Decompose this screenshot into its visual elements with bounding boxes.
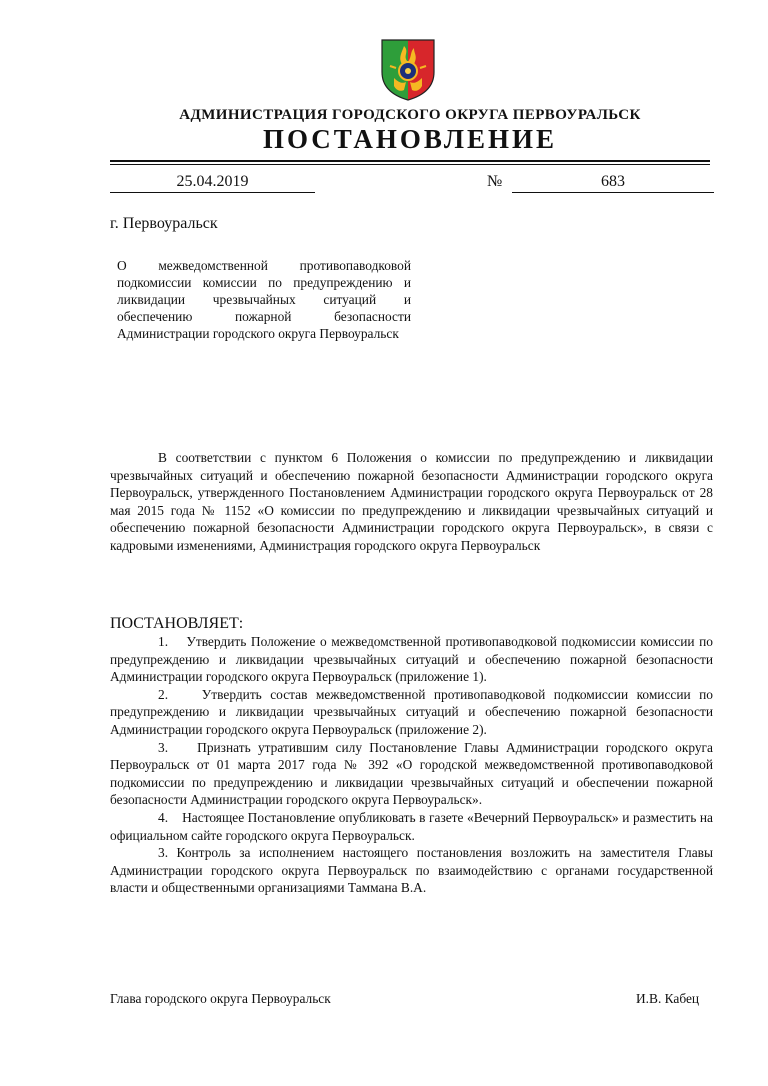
city-name: г. Первоуральск — [110, 215, 218, 232]
coat-of-arms-icon — [380, 38, 436, 102]
number-sign: № — [487, 173, 503, 190]
header-divider-thick — [110, 160, 710, 162]
document-subject: О межведомственной противопаводковой подкомиссии комиссии по предупреждению и ликвидации чрезвычайных ситуаций и обеспечению пожарной безопасности Администрации городского округа Первоуральск — [117, 258, 411, 341]
decree-heading: ПОСТАНОВЛЯЕТ: — [110, 615, 244, 632]
decree-item: 1. Утвердить Положение о межведомственной противопаводковой подкомиссии комиссии по предупреждению и ликвидации чрезвычайных ситуаций и обеспечению пожарной безопасности Администрации городского округа Первоуральск (приложение 1). — [110, 634, 713, 685]
signatory-position: Глава городского округа Первоуральск — [110, 991, 331, 1006]
decree-items-list — [110, 633, 713, 897]
document-date: 25.04.2019 — [110, 172, 315, 193]
decree-item: 2. Утвердить состав межведомственной противопаводковой подкомиссии комиссии по предупреждению и ликвидации чрезвычайных ситуаций и обеспечению пожарной безопасности Администрации городского округа Первоуральск (приложение 2). — [110, 686, 713, 737]
decree-item: 3. Контроль за исполнением настоящего постановления возложить на заместителя Главы Администрации городского округа Первоуральск по взаимодействию с органами государственной власти и общественными организациями Таммана В.А. — [110, 845, 713, 896]
document-type-title: ПОСТАНОВЛЕНИЕ — [262, 124, 558, 154]
header-divider-thin — [110, 164, 710, 165]
decree-item: 3. Признать утратившим силу Постановление Главы Администрации городского округа Первоуральск от 01 марта 2017 года № 392 «О городской межведомственной противопаводковой подкомиссии по предупреждению и ликвидации чрезвычайных ситуаций и обеспечении пожарной безопасности Администрации городского округа Первоуральск». — [110, 739, 713, 808]
preamble-paragraph: В соответствии с пунктом 6 Положения о комиссии по предупреждению и ликвидации чрезвычайных ситуаций и обеспечению пожарной безопасности Администрации городского округа Первоуральск, утвержденного Постановлением Администрации городского округа Первоуральск от 28 мая 2015 года № 1152 «О комиссии по предупреждению и ликвидации чрезвычайных ситуаций и обеспечению пожарной безопасности Администрации городского округа Первоуральск», в связи с кадровыми изменениями, Администрация городского округа Первоуральск — [110, 450, 713, 553]
decree-item: 4. Настоящее Постановление опубликовать в газете «Вечерний Первоуральск» и разместить на официальном сайте городского округа Первоуральск. — [110, 809, 713, 843]
administration-title: АДМИНИСТРАЦИЯ ГОРОДСКОГО ОКРУГА ПЕРВОУРАЛЬСК — [179, 107, 641, 123]
document-number: 683 — [512, 172, 714, 193]
signatory-name: И.В. Кабец — [636, 991, 700, 1006]
